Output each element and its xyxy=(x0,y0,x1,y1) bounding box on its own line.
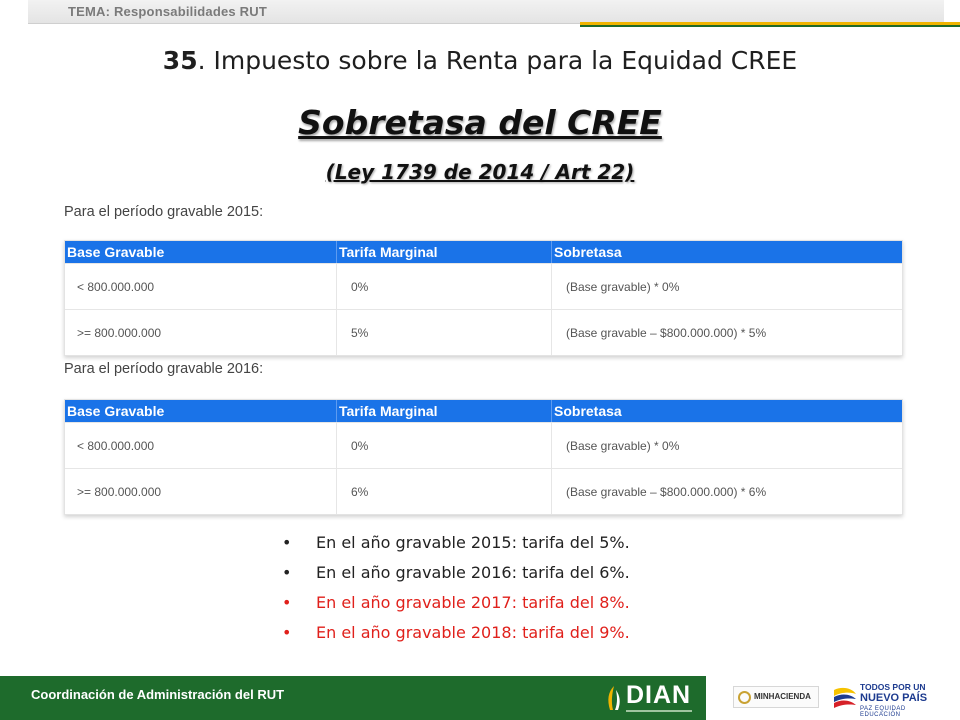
list-item xyxy=(282,622,630,652)
table-header xyxy=(65,241,902,263)
flag-bird-icon xyxy=(832,684,858,712)
list-item xyxy=(282,562,630,592)
cell-sobretasa: (Base gravable – $800.000.000) * 5% xyxy=(566,325,767,340)
dian-logo xyxy=(604,681,694,715)
bullet-text: En el año gravable 2015: tarifa del 5%. xyxy=(316,533,630,552)
cell-tarifa: 6% xyxy=(337,469,552,514)
todos-line-2: NUEVO PAÍS xyxy=(860,692,928,704)
bullet-icon: • xyxy=(282,593,292,612)
cell-base: < 800.000.000 xyxy=(65,423,337,468)
bullet-text: En el año gravable 2018: tarifa del 9%. xyxy=(316,623,630,642)
dian-underline xyxy=(626,710,692,712)
bullet-icon: • xyxy=(282,623,292,642)
cell-sobretasa: (Base gravable – $800.000.000) * 6% xyxy=(566,484,767,499)
bullet-text: En el año gravable 2017: tarifa del 8%. xyxy=(316,593,630,612)
bullet-text: En el año gravable 2016: tarifa del 6%. xyxy=(316,563,630,582)
dian-wordmark: DIAN xyxy=(626,681,692,709)
bullet-icon: • xyxy=(282,533,292,552)
header-base-gravable: Base Gravable xyxy=(65,241,337,263)
rate-table-2016 xyxy=(64,399,903,515)
header-sobretasa: Sobretasa xyxy=(554,403,622,419)
todos-line-1: TODOS POR UN xyxy=(860,682,926,692)
rate-table-2015 xyxy=(64,240,903,356)
bullet-icon: • xyxy=(282,563,292,582)
cell-sobretasa: (Base gravable) * 0% xyxy=(566,279,680,294)
list-item xyxy=(282,592,630,622)
slide-title-text: . Impuesto sobre la Renta para la Equidad CREE xyxy=(197,46,798,75)
shield-icon xyxy=(738,691,751,704)
minhacienda-logo xyxy=(733,686,819,708)
accent-stripe-green xyxy=(580,25,960,27)
period-label-2015: Para el período gravable 2015: xyxy=(64,204,264,220)
rate-bullet-list xyxy=(282,532,630,652)
todos-line-3: PAZ EQUIDAD EDUCACIÓN xyxy=(860,706,906,718)
todos-por-un-nuevo-pais-logo xyxy=(832,680,944,716)
coordination-label: Coordinación de Administración del RUT xyxy=(31,687,285,702)
header-base-gravable: Base Gravable xyxy=(65,400,337,422)
table-row xyxy=(65,309,902,355)
cell-tarifa: 5% xyxy=(337,310,552,355)
dian-leaf-icon xyxy=(604,684,624,712)
table-row xyxy=(65,422,902,468)
slide-title xyxy=(0,46,960,75)
header-tarifa-marginal: Tarifa Marginal xyxy=(337,241,552,263)
table-row xyxy=(65,468,902,514)
cell-tarifa: 0% xyxy=(337,423,552,468)
table-row xyxy=(65,263,902,309)
cell-base: < 800.000.000 xyxy=(65,264,337,309)
cell-base: >= 800.000.000 xyxy=(65,469,337,514)
header-sobretasa: Sobretasa xyxy=(554,244,622,260)
cell-base: >= 800.000.000 xyxy=(65,310,337,355)
topic-label: TEMA: Responsabilidades RUT xyxy=(68,4,267,19)
cell-tarifa: 0% xyxy=(337,264,552,309)
law-reference: (Ley 1739 de 2014 / Art 22) xyxy=(325,160,635,184)
header-band xyxy=(28,0,944,24)
minhacienda-text: MINHACIENDA xyxy=(754,692,811,701)
cell-sobretasa: (Base gravable) * 0% xyxy=(566,438,680,453)
slide-subtitle: Sobretasa del CREE xyxy=(298,103,662,142)
table-header xyxy=(65,400,902,422)
period-label-2016: Para el período gravable 2016: xyxy=(64,361,264,377)
list-item xyxy=(282,532,630,562)
footer xyxy=(0,676,960,720)
header-tarifa-marginal: Tarifa Marginal xyxy=(337,400,552,422)
slide-number: 35 xyxy=(162,46,198,75)
